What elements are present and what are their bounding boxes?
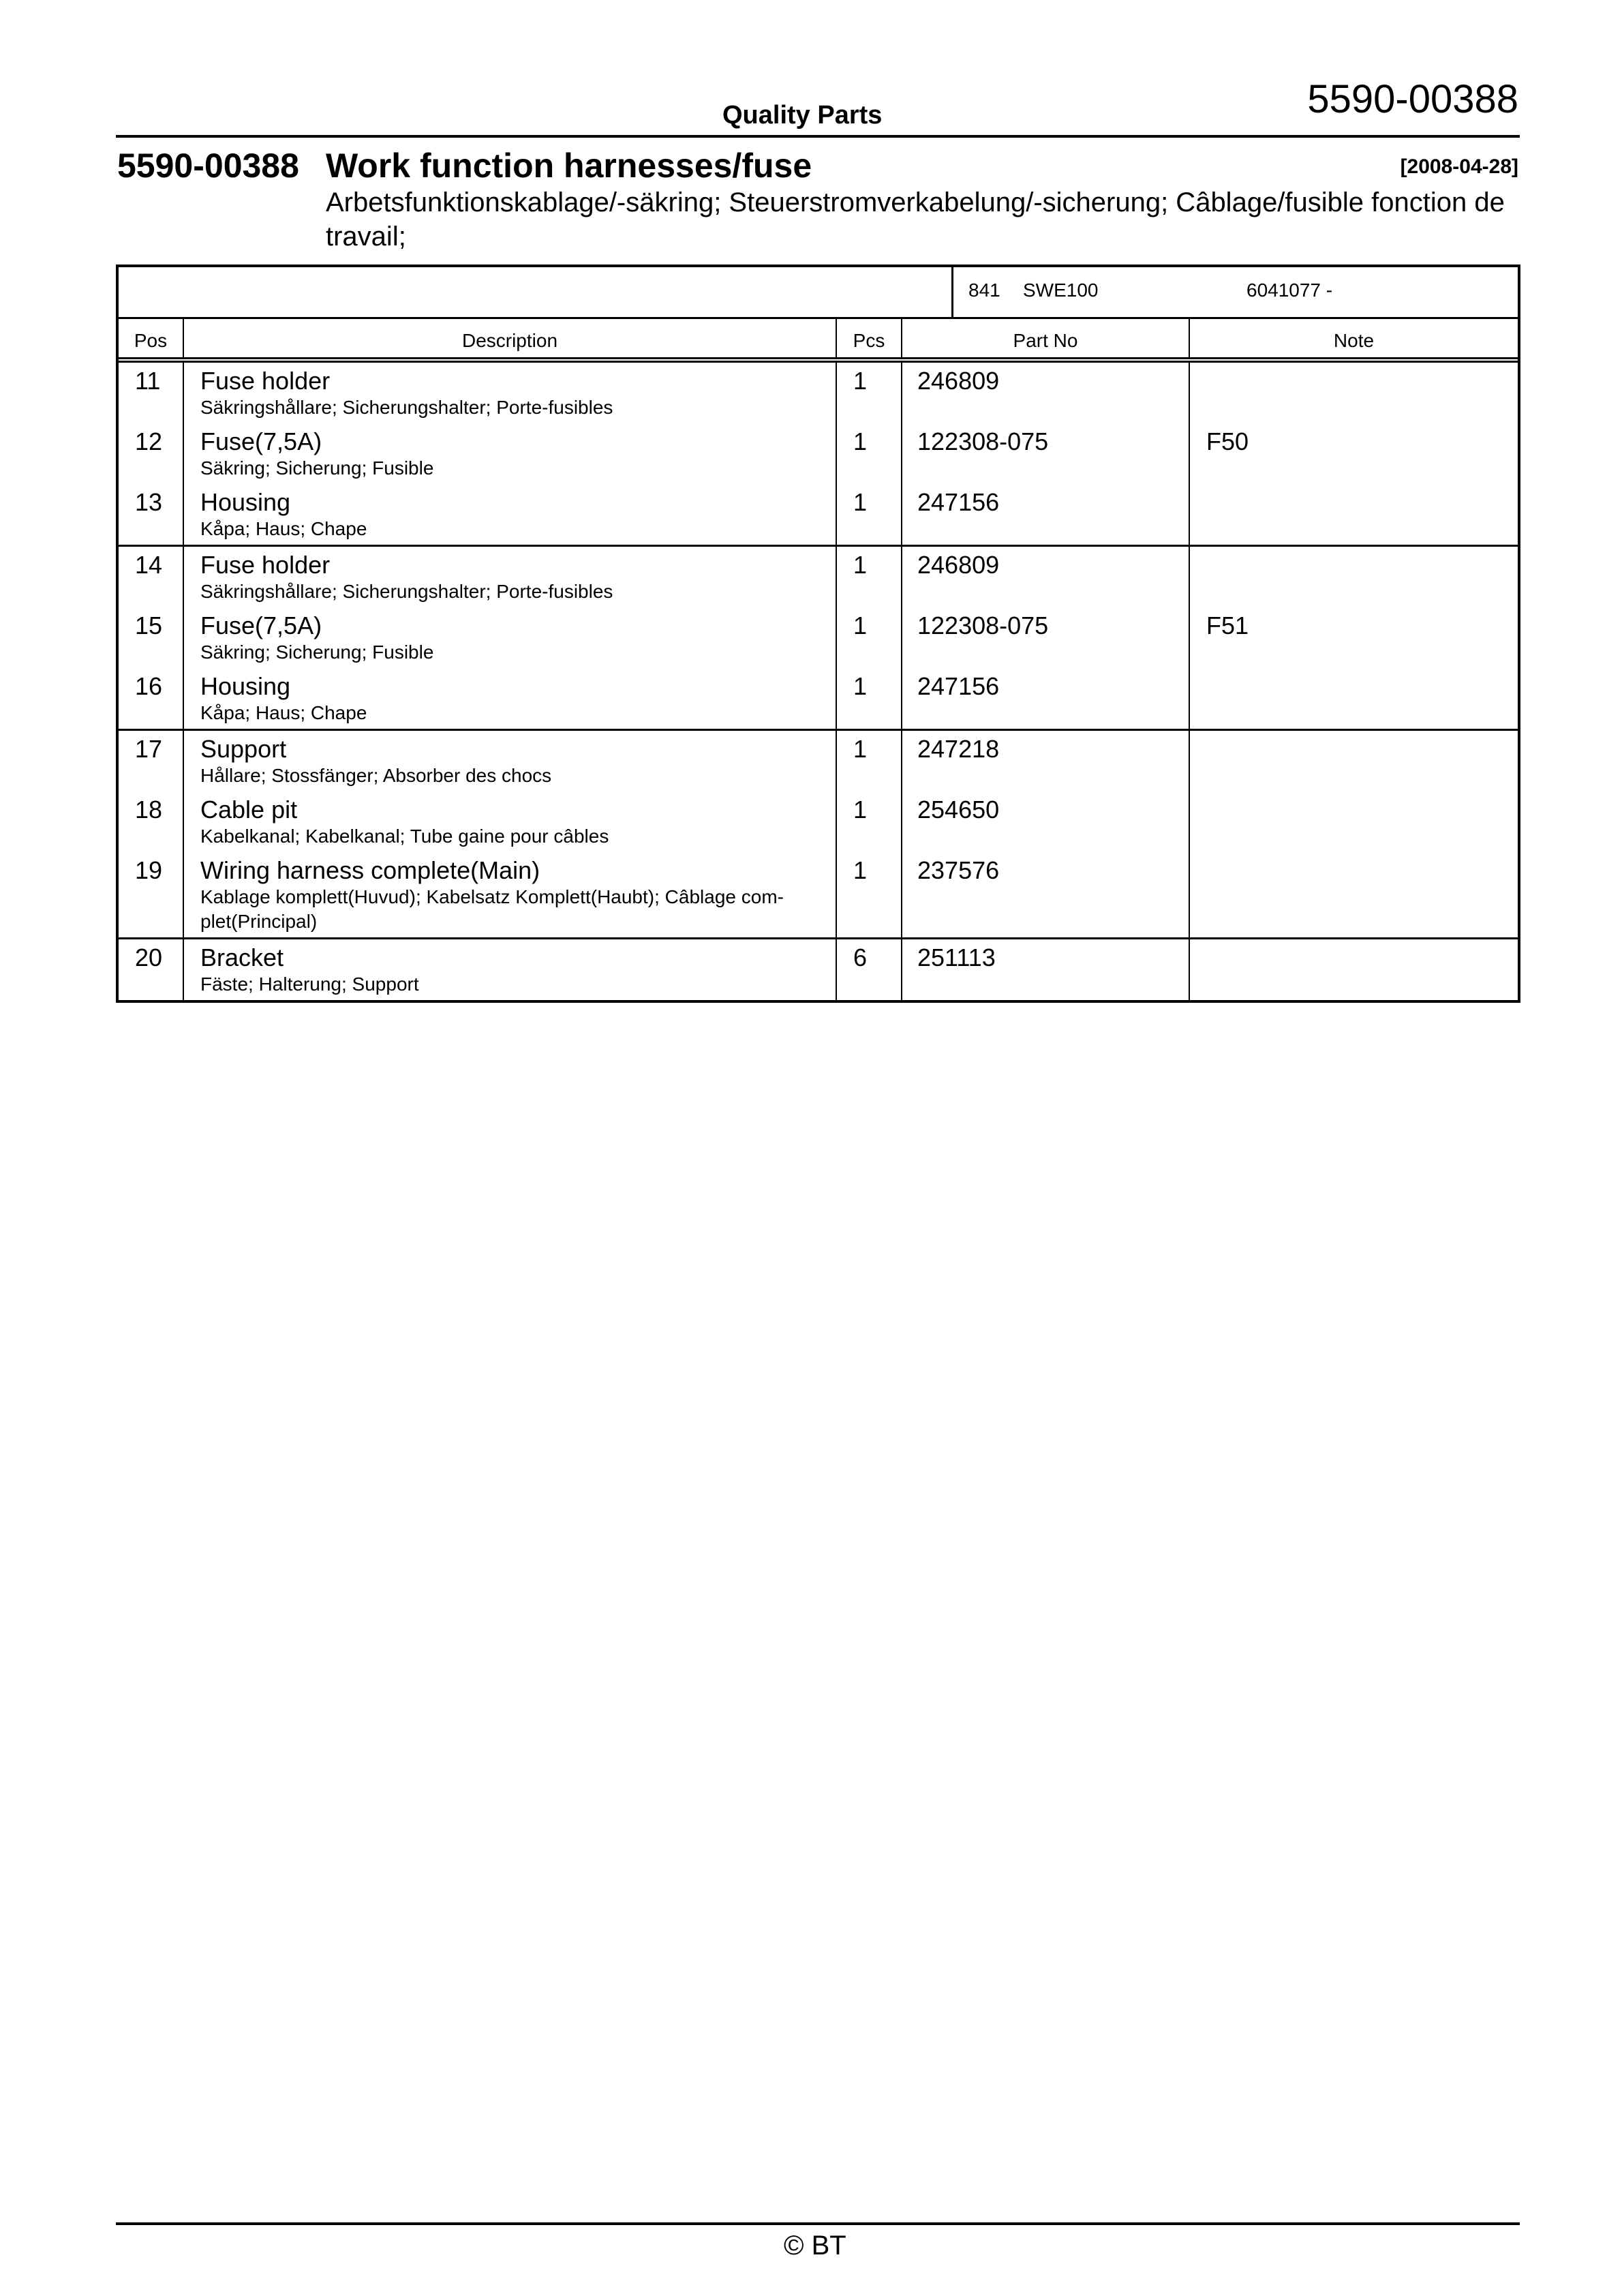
- note-cell-empty: [1190, 547, 1518, 607]
- part-no-column: [902, 939, 1190, 1000]
- note-cell: F51: [1206, 611, 1249, 639]
- description-cell: [184, 668, 836, 729]
- part-no-column: [902, 731, 1190, 937]
- document-subtitle: Arbetsfunktionskablage/-säkring; Steuerstromverkabelung/-sicherung; Câblage/fusible fonction de travail;: [326, 187, 1505, 252]
- description-column: [184, 731, 837, 937]
- description-translations: Kablage komplett(Huvud); Kabelsatz Komplett(Haubt); Câblage com-plet(Principal): [200, 886, 784, 932]
- parts-group: [119, 731, 1518, 939]
- note-column: [1190, 731, 1518, 937]
- note-cell: F50: [1206, 427, 1249, 455]
- pos-column: [119, 939, 184, 1000]
- pos-column: [119, 547, 184, 729]
- description-translations: Fäste; Halterung; Support: [200, 973, 419, 995]
- pcs-cell: 1: [853, 796, 868, 824]
- description-cell: [184, 607, 836, 668]
- description-cell: [184, 731, 836, 791]
- pcs-cell: 1: [853, 427, 868, 455]
- part-no-cell: 251113: [917, 943, 996, 971]
- description-translations: Hållare; Stossfänger; Absorber des chocs: [200, 765, 552, 786]
- table-header: [119, 319, 1518, 363]
- part-no-cell: 254650: [917, 796, 1000, 824]
- column-header-note: Note: [1333, 330, 1375, 351]
- pos-cell: 16: [135, 672, 163, 700]
- description-text: Cable pit: [200, 796, 298, 824]
- part-no-cell: 247156: [917, 672, 1000, 700]
- column-header-pcs: Pcs: [837, 319, 902, 357]
- pos-cell: 12: [135, 427, 163, 455]
- pcs-cell: 1: [853, 672, 868, 700]
- pos-column: [119, 731, 184, 937]
- note-cell: [1190, 731, 1518, 791]
- header-title: Quality Parts: [722, 101, 883, 130]
- part-no-column: [902, 363, 1190, 545]
- description-translations: Säkring; Sicherung; Fusible: [200, 457, 434, 479]
- pcs-cell: 1: [853, 735, 868, 763]
- description-translations: Säkring; Sicherung; Fusible: [200, 641, 434, 663]
- description-text: Fuse(7,5A): [200, 611, 322, 639]
- copyright: © BT: [784, 2231, 846, 2261]
- pcs-cell: 1: [853, 551, 868, 579]
- pos-cell: 17: [135, 735, 163, 763]
- description-column: [184, 547, 837, 729]
- model-name: SWE100: [1023, 280, 1099, 301]
- note-cell-empty: [1190, 363, 1518, 423]
- description-translations: Säkringshållare; Sicherungshalter; Porte-fusibles: [200, 397, 613, 418]
- pcs-cell: 1: [853, 856, 868, 884]
- description-text: Housing: [200, 672, 291, 700]
- model-serial: 6041077 -: [1246, 280, 1333, 301]
- pcs-cell: 1: [853, 488, 868, 516]
- description-translations: Säkringshållare; Sicherungshalter; Porte-fusibles: [200, 581, 613, 602]
- footer-divider: [116, 2222, 1520, 2225]
- description-cell: [184, 363, 836, 423]
- column-header-description: Description: [184, 319, 837, 357]
- description-translations: Kåpa; Haus; Chape: [200, 702, 367, 723]
- description-text: Fuse holder: [200, 551, 331, 579]
- model-number: 841: [968, 280, 1000, 301]
- pos-cell: 15: [135, 611, 163, 639]
- part-no-cell: 122308-075: [917, 611, 1049, 639]
- pos-cell: 14: [135, 551, 163, 579]
- pos-column: [119, 363, 184, 545]
- pos-cell: 11: [135, 367, 161, 395]
- pos-cell: 20: [135, 943, 163, 971]
- note-cell: [1190, 939, 1518, 1000]
- description-cell: [184, 939, 836, 1000]
- parts-table: [116, 265, 1520, 1003]
- pcs-column: [837, 363, 902, 545]
- header-divider: [116, 135, 1520, 138]
- document-code: 5590-00388: [117, 147, 299, 185]
- description-column: [184, 939, 837, 1000]
- part-no-cell: 246809: [917, 551, 1000, 579]
- pcs-column: [837, 547, 902, 729]
- description-text: Fuse(7,5A): [200, 427, 322, 455]
- note-column: [1190, 547, 1518, 729]
- column-header-part-no: Part No: [902, 319, 1190, 357]
- description-cell: [184, 852, 836, 937]
- note-column: [1190, 939, 1518, 1000]
- description-cell: [184, 423, 836, 484]
- pos-cell: 13: [135, 488, 163, 516]
- description-cell: [184, 791, 836, 852]
- document-date: [2008-04-28]: [1400, 155, 1518, 178]
- part-no-column: [902, 547, 1190, 729]
- page-code: 5590-00388: [1307, 77, 1518, 121]
- description-cell: [184, 547, 836, 607]
- document-title: Work function harnesses/fuse: [326, 147, 812, 185]
- parts-group: [119, 939, 1518, 1000]
- note-column: [1190, 363, 1518, 545]
- part-no-cell: 122308-075: [917, 427, 1049, 455]
- pcs-cell: 1: [853, 367, 868, 395]
- part-no-cell: 246809: [917, 367, 1000, 395]
- part-no-cell: 237576: [917, 856, 1000, 884]
- pcs-column: [837, 731, 902, 937]
- description-column: [184, 363, 837, 545]
- description-text: Fuse holder: [200, 367, 331, 395]
- description-text: Housing: [200, 488, 291, 516]
- pcs-column: [837, 939, 902, 1000]
- parts-group: [119, 363, 1518, 547]
- model-row: [119, 267, 1518, 319]
- model-info: [951, 267, 1518, 317]
- description-cell: [184, 484, 836, 545]
- description-text: Support: [200, 735, 287, 763]
- parts-group: [119, 547, 1518, 731]
- part-no-cell: 247218: [917, 735, 1000, 763]
- description-text: Bracket: [200, 943, 284, 971]
- part-no-cell: 247156: [917, 488, 1000, 516]
- description-translations: Kåpa; Haus; Chape: [200, 518, 367, 539]
- pos-cell: 19: [135, 856, 163, 884]
- pcs-cell: 1: [853, 611, 868, 639]
- pos-cell: 18: [135, 796, 163, 824]
- column-header-pos: Pos: [119, 319, 184, 357]
- pcs-cell: 6: [853, 943, 868, 971]
- description-text: Wiring harness complete(Main): [200, 856, 540, 884]
- description-translations: Kabelkanal; Kabelkanal; Tube gaine pour câbles: [200, 826, 609, 847]
